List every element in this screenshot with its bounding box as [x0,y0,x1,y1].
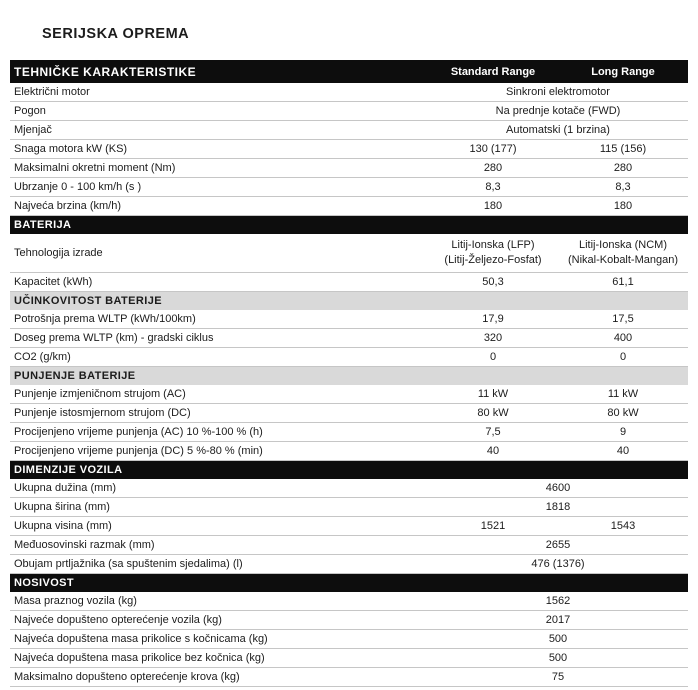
table-row [10,442,688,461]
row-value-long-range: 1543 [610,520,636,532]
row-label: Najveća dopuštena masa prikolice s kočnicama (kg) [14,633,268,645]
section-header-label: BATERIJA [14,219,72,231]
table-row [10,273,688,292]
section-header-label: PUNJENJE BATERIJE [14,370,136,382]
table-header-bar [10,60,688,83]
table-row [10,329,688,348]
table-row [10,611,688,630]
table-row [10,310,688,329]
row-value-long-range: 115 (156) [599,143,647,155]
row-value-both-columns: 75 [551,671,565,683]
table-body [10,83,688,687]
row-value-long-range: 8,3 [615,181,631,193]
row-label: Ubrzanje 0 - 100 km/h (s ) [14,181,142,193]
row-value-standard-range: 8,3 [485,181,501,193]
table-row [10,423,688,442]
table-row [10,234,688,273]
row-value-long-range: 180 [613,200,633,212]
row-value-standard-range: 280 [483,162,503,174]
table-row [10,517,688,536]
row-value-standard-range: 80 kW [477,407,509,419]
row-value-standard-range: 40 [486,445,500,457]
row-value-both-columns: 4600 [545,482,571,494]
row-label: Električni motor [14,86,90,98]
row-label: Procijenjeno vrijeme punjenja (AC) 10 %-100 % (h) [14,426,263,438]
row-value-standard-range: 11 kW [477,388,509,400]
row-label: Ukupna visina (mm) [14,520,112,532]
table-header-title: TEHNIČKE KARAKTERISTIKE [14,64,197,79]
table-row [10,649,688,668]
row-label: CO2 (g/km) [14,351,71,363]
section-header-bar [10,216,688,234]
row-value-standard-range: 180 [483,200,503,212]
table-row [10,102,688,121]
row-label: Masa praznog vozila (kg) [14,595,137,607]
section-header-bar [10,461,688,479]
table-row [10,121,688,140]
row-value-long-range: 11 kW [607,388,639,400]
section-header-bar [10,367,688,385]
row-value-long-range: 9 [619,426,627,438]
row-label: Obujam prtljažnika (sa spuštenim sjedalima) (l) [14,558,243,570]
row-label: Kapacitet (kWh) [14,276,93,288]
table-row [10,555,688,574]
table-row [10,385,688,404]
row-value-standard-range: 7,5 [485,426,501,438]
row-value-long-range: 400 [613,332,633,344]
row-label: Maksimalni okretni moment (Nm) [14,162,176,174]
row-value-long-range: 17,5 [612,313,634,325]
value-line: Litij-Ionska (LFP) [451,239,535,252]
row-label: Najveće dopušteno opterećenje vozila (kg) [14,614,222,626]
table-row [10,140,688,159]
table-row [10,159,688,178]
row-label: Tehnologija izrade [14,247,103,259]
section-header-label: DIMENZIJE VOZILA [14,464,123,476]
row-value-standard-range: 0 [489,351,497,363]
row-value-both-columns: 1818 [545,501,571,513]
row-label: Potrošnja prema WLTP (kWh/100km) [14,313,196,325]
row-value-col2 [558,236,688,270]
row-value-both-columns: 500 [548,633,568,645]
row-label: Maksimalno dopušteno opterećenje krova (kg) [14,671,240,683]
table-row [10,498,688,517]
value-line: (Litij-Željezo-Fosfat) [444,254,542,266]
table-row [10,479,688,498]
row-value-both-columns: Na prednje kotače (FWD) [495,105,621,117]
section-header-label: UČINKOVITOST BATERIJE [14,295,162,307]
table-row [10,197,688,216]
row-label: Najveća dopuštena masa prikolice bez kočnica (kg) [14,652,265,664]
value-line: Litij-Ionska (NCM) [578,239,667,252]
row-value-standard-range: 130 (177) [469,143,517,155]
row-label: Punjenje izmjeničnom strujom (AC) [14,388,186,400]
table-row [10,536,688,555]
table-row [10,83,688,102]
row-value-both-columns: 2655 [545,539,571,551]
row-value-long-range: 61,1 [612,276,634,288]
row-value-long-range: 280 [613,162,633,174]
spec-table [10,60,688,687]
row-label: Snaga motora kW (KS) [14,143,128,155]
row-value-standard-range: 320 [483,332,503,344]
row-value-both-columns: Automatski (1 brzina) [506,124,610,136]
row-value-col1 [428,236,558,270]
row-label: Doseg prema WLTP (km) - gradski ciklus [14,332,214,344]
row-value-standard-range: 1521 [480,520,506,532]
table-row [10,668,688,687]
row-value-standard-range: 50,3 [482,276,504,288]
row-value-long-range: 40 [616,445,630,457]
section-header-label: NOSIVOST [14,577,75,589]
row-label: Ukupna širina (mm) [14,501,110,513]
section-header-bar [10,574,688,592]
row-value-both-columns: 1562 [545,595,571,607]
column-header-standard-range: Standard Range [450,65,536,78]
table-row [10,404,688,423]
table-row [10,178,688,197]
row-value-long-range: 0 [619,351,627,363]
row-label: Međuosovinski razmak (mm) [14,539,155,551]
table-row [10,630,688,649]
row-value-both-columns: 476 (1376) [531,558,585,570]
table-row [10,348,688,367]
row-label: Pogon [14,105,46,117]
page-title: SERIJSKA OPREMA [42,26,190,42]
row-label: Procijenjeno vrijeme punjenja (DC) 5 %-80 % (min) [14,445,263,457]
row-label: Punjenje istosmjernom strujom (DC) [14,407,191,419]
column-header-long-range: Long Range [591,65,655,78]
section-header-bar [10,292,688,310]
row-label: Mjenjač [14,124,52,136]
row-value-both-columns: Sinkroni elektromotor [506,86,610,98]
row-label: Ukupna dužina (mm) [14,482,117,494]
row-value-both-columns: 2017 [545,614,571,626]
row-value-standard-range: 17,9 [482,313,504,325]
row-label: Najveća brzina (km/h) [14,200,121,212]
row-value-long-range: 80 kW [607,407,639,419]
value-line: (Nikal-Kobalt-Mangan) [567,254,679,266]
row-value-both-columns: 500 [548,652,568,664]
table-row [10,592,688,611]
